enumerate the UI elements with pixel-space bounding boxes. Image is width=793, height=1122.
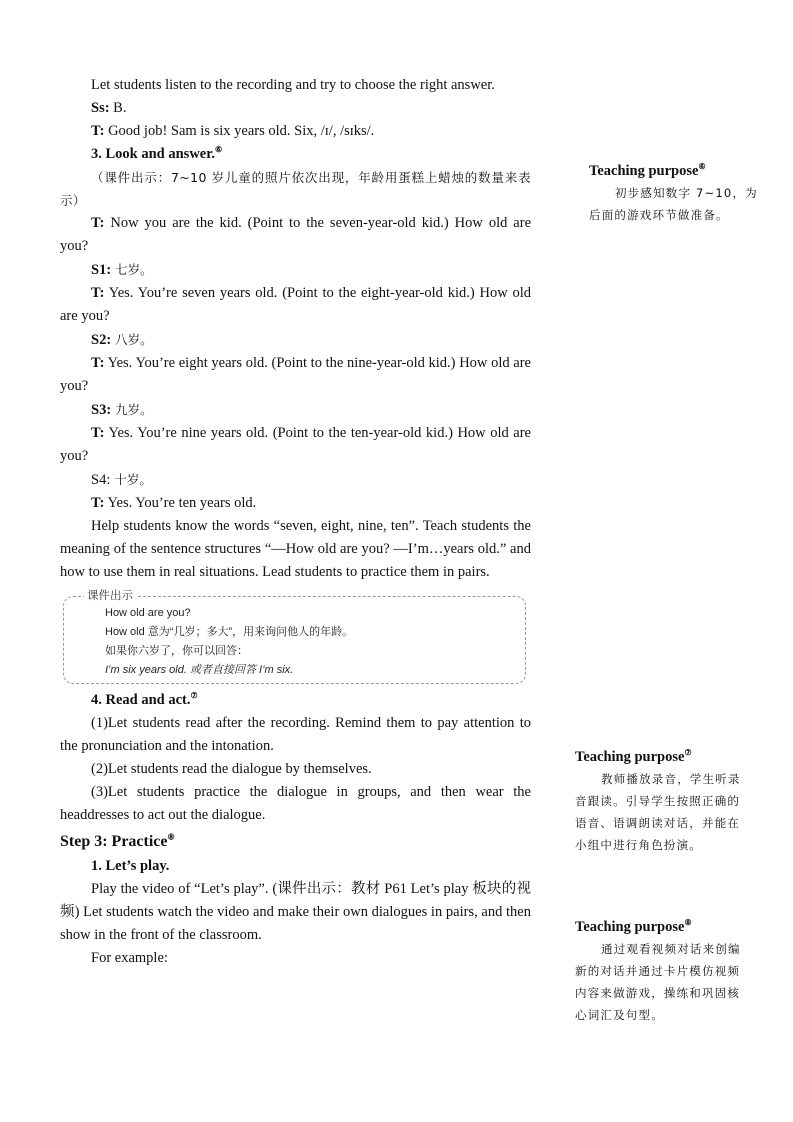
step-heading-practice: Step 3: Practice⑧	[60, 832, 175, 850]
dialogue-line	[60, 258, 531, 282]
teaching-purpose-title: Teaching purpose⑥	[589, 162, 706, 179]
teaching-purpose-text: 教师播放录音，学生听录音跟读。引导学生按照正确的语音、语调朗读对话，并能在小组中进行角色扮演。	[575, 772, 741, 852]
speaker-label: T:	[91, 355, 105, 371]
courseware-box-title: 课件出示	[84, 586, 136, 604]
speaker-label: Ss:	[91, 100, 110, 116]
speaker-label: S4:	[91, 472, 111, 488]
dialogue-text: 八岁。	[111, 332, 153, 347]
speaker-label: S1:	[91, 262, 112, 278]
dialogue-line	[60, 492, 531, 515]
dialogue-line	[60, 328, 531, 352]
lesson-body	[60, 74, 531, 970]
dialogue-line	[60, 398, 531, 422]
dialogue-line	[60, 282, 531, 328]
instruction-listen: Let students listen to the recording and try to choose the right answer.	[91, 77, 495, 93]
dialogue-text: Now you are the kid. (Point to the seven-year-old kid.) How old are you?	[60, 215, 531, 254]
dialogue-text: Good job! Sam is six years old. Six, /ɪ/, /sɪks/.	[104, 123, 375, 139]
teaching-purpose-title: Teaching purpose⑦	[575, 748, 692, 765]
dialogue-text: B.	[109, 100, 127, 116]
box-line: How old 意为“几岁；多大”，用来询问他人的年龄。	[105, 626, 354, 638]
dialogue-text: 十岁。	[110, 472, 152, 487]
footnote-marker: ⑥	[698, 162, 706, 172]
example-label: For example:	[91, 950, 168, 966]
footnote-marker: ⑥	[214, 145, 223, 155]
read-step-3: (3)Let students practice the dialogue in groups, and then wear the headdresses to act out the dialogue.	[60, 784, 531, 823]
section-heading-look-and-answer: 3. Look and answer.⑥	[91, 145, 223, 162]
footnote-marker: ⑦	[190, 691, 198, 701]
speaker-label: T:	[91, 123, 105, 139]
dialogue-line	[60, 352, 531, 398]
dialogue-text: 七岁。	[111, 262, 153, 277]
dialogue-text: Yes. You’re eight years old. (Point to the nine-year-old kid.) How old are you?	[60, 355, 531, 394]
teaching-purpose-6	[589, 160, 765, 226]
section-heading-read-and-act: 4. Read and act.⑦	[91, 691, 198, 708]
teaching-purpose-title: Teaching purpose⑧	[575, 918, 692, 935]
dialogue-line	[60, 212, 531, 258]
speaker-label: T:	[91, 495, 105, 511]
read-step-1: (1)Let students read after the recording. Remind them to pay attention to the pronunciation and the intonation.	[60, 715, 531, 754]
dialogue-line	[60, 468, 531, 492]
dialogue-line	[60, 422, 531, 468]
teaching-purpose-7	[575, 746, 751, 856]
speaker-label: S2:	[91, 332, 112, 348]
speaker-label: T:	[91, 215, 105, 231]
read-step-2: (2)Let students read the dialogue by themselves.	[91, 761, 372, 777]
instruction-teach: Help students know the words “seven, eight, nine, ten”. Teach students the meaning of the sentence structures “—How old are you? —I’m…years old.” and how to use them in real situations. Lead students to practice them in pairs.	[60, 518, 531, 580]
speaker-label: T:	[91, 285, 105, 301]
dialogue-line	[60, 120, 531, 143]
footnote-marker: ⑧	[167, 832, 175, 842]
dialogue-text: Yes. You’re ten years old.	[104, 495, 257, 511]
box-line: How old are you?	[105, 607, 191, 619]
courseware-note: （课件出示：7~10 岁儿童的照片依次出现，年龄用蛋糕上蜡烛的数量来表示）	[60, 170, 531, 208]
speaker-label: S3:	[91, 402, 112, 418]
play-instruction: Play the video of “Let’s play”. (课件出示：教材 P61 Let’s play 板块的视频) Let students watch the video and make their own dialogues in pairs, and then show in the front of the classroom.	[60, 881, 531, 943]
dialogue-text: Yes. You’re nine years old. (Point to the ten-year-old kid.) How old are you?	[60, 425, 531, 464]
footnote-marker: ⑧	[684, 918, 692, 928]
teaching-purpose-text: 通过观看视频对话来创编新的对话并通过卡片模仿视频内容来做游戏，操练和巩固核心词汇及句型。	[575, 942, 741, 1022]
box-line: 如果你六岁了，你可以回答：	[105, 645, 248, 657]
dialogue-line	[60, 97, 531, 120]
speaker-label: T:	[91, 425, 105, 441]
teaching-purpose-8	[575, 916, 751, 1026]
dialogue-text: Yes. You’re seven years old. (Point to the eight-year-old kid.) How old are you?	[60, 285, 531, 324]
courseware-box	[63, 588, 526, 684]
teaching-purpose-text: 初步感知数字 7~10，为后面的游戏环节做准备。	[589, 186, 758, 222]
section-heading-lets-play: 1. Let’s play.	[91, 858, 170, 874]
box-line: I’m six years old. 或者直接回答 I’m six.	[105, 664, 294, 676]
dialogue-text: 九岁。	[111, 402, 153, 417]
footnote-marker: ⑦	[684, 748, 692, 758]
